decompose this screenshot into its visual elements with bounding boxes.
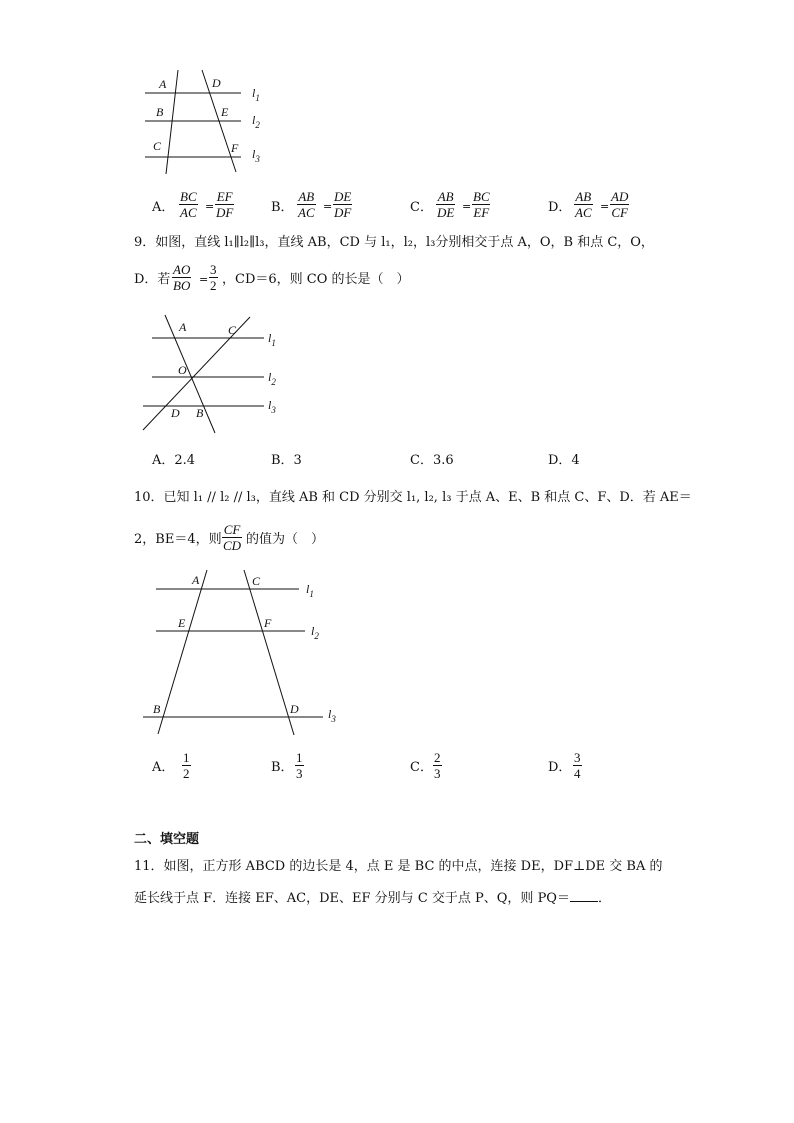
equals-sign: = [462, 200, 472, 213]
fraction: $\frac{DE}{DF}$ [334, 189, 352, 220]
point-label-c: C [228, 323, 237, 337]
fraction: $\frac{AB}{AC}$ [575, 189, 592, 220]
q9-stem-post: ，CD＝6，则 CO 的长是（ ） [222, 272, 410, 287]
point-label-f: F [231, 141, 239, 155]
fraction: $\frac{AB}{AC}$ [298, 189, 315, 220]
fraction: $\frac{1}{3}$ [296, 750, 303, 781]
option-letter: C． [410, 200, 433, 215]
fraction: $\frac{1}{2}$ [183, 750, 190, 781]
equals-sign: = [323, 200, 333, 213]
line-label-l2: $l_2$ [268, 370, 276, 387]
equals-sign: = [199, 273, 209, 286]
fraction: $\frac{EF}{DF}$ [216, 189, 234, 220]
option-letter: B． [271, 200, 294, 215]
figure-q8 [140, 66, 280, 176]
line-cd [244, 570, 294, 735]
point-label-o: O [178, 363, 187, 377]
q9-option-d: D．4 [548, 453, 580, 468]
q11-stem-text: 延长线于点 F．连接 EF、AC，DE、EF 分别与 C 交于点 P、Q，则 PQ＝ [134, 891, 570, 906]
fraction-3-2: $\frac{3}{2}$ [210, 262, 217, 293]
point-label-a: A [159, 77, 167, 91]
option-letter: C． [410, 760, 433, 775]
transversal-left [166, 70, 178, 174]
line-label-l2: $l_2$ [252, 113, 260, 130]
point-label-e: E [178, 616, 186, 630]
point-label-e: E [221, 105, 229, 119]
line-label-l3: $l_3$ [328, 707, 336, 724]
q11-stem-line1: 11．如图，正方形 ABCD 的边长是 4，点 E 是 BC 的中点，连接 DE，DF⊥DE 交 BA 的 [134, 859, 663, 874]
point-label-b: B [156, 105, 164, 119]
option-letter: A． [152, 760, 175, 775]
point-label-c: C [153, 139, 162, 153]
fraction: $\frac{BC}{EF}$ [473, 189, 490, 220]
q9-option-a: A．2.4 [152, 453, 196, 468]
option-letter: D． [548, 760, 572, 775]
point-label-d: D [212, 76, 221, 90]
line-ab [158, 570, 207, 734]
line-label-l1: $l_1$ [268, 331, 276, 348]
fraction: $\frac{BC}{AC}$ [180, 189, 197, 220]
point-label-f: F [264, 616, 272, 630]
line-label-l3: $l_3$ [268, 398, 276, 415]
q9-stem-pre: D．若 [134, 272, 171, 287]
figure-q9 [140, 313, 290, 438]
option-letter: B． [271, 760, 294, 775]
equals-sign: = [600, 200, 610, 213]
point-label-c: C [252, 574, 261, 588]
fraction: $\frac{AB}{DE}$ [437, 189, 455, 220]
line-label-l2: $l_2$ [311, 624, 319, 641]
point-label-b: B [153, 702, 161, 716]
q11-stem-line2 [134, 889, 611, 907]
q10-stem-post: 的值为（ ） [246, 532, 325, 547]
q10-stem-pre: 2，BE＝4，则 [134, 532, 222, 547]
line-label-l3: $l_3$ [252, 147, 260, 164]
point-label-a: A [179, 320, 187, 334]
point-label-b: B [196, 406, 204, 420]
answer-blank[interactable] [570, 889, 598, 902]
q10-stem-line1: 10．已知 l₁ // l₂ // l₃，直线 AB 和 CD 分别交 l₁, l₂, l₃ 于点 A、E、B 和点 C、F、D．若 AE＝ [134, 490, 692, 505]
section-title-fill-in: 二、填空题 [134, 832, 200, 847]
equals-sign: = [205, 200, 215, 213]
option-letter: D． [548, 200, 572, 215]
q9-option-b: B．3 [271, 453, 302, 468]
fraction: $\frac{3}{4}$ [574, 750, 581, 781]
q9-stem-line1: 9．如图，直线 l₁∥l₂∥l₃，直线 AB，CD 与 l₁，l₂，l₃分别相交于点 A，O，B 和点 C，O， [134, 235, 654, 250]
line-label-l1: $l_1$ [306, 582, 314, 599]
point-label-d: D [171, 406, 180, 420]
fraction: $\frac{AD}{CF}$ [611, 189, 629, 220]
fraction-ao-bo: $\frac{AO}{BO}$ [173, 262, 191, 293]
figure-q10 [140, 568, 350, 738]
q11-stem-end: ． [597, 891, 611, 906]
line-label-l1: $l_1$ [252, 86, 260, 103]
point-label-a: A [192, 573, 200, 587]
fraction: $\frac{2}{3}$ [434, 750, 441, 781]
point-label-d: D [290, 702, 299, 716]
fraction-cf-cd: $\frac{CF}{CD}$ [223, 522, 242, 553]
q9-option-c: C．3.6 [410, 453, 454, 468]
option-letter: A． [152, 200, 175, 215]
